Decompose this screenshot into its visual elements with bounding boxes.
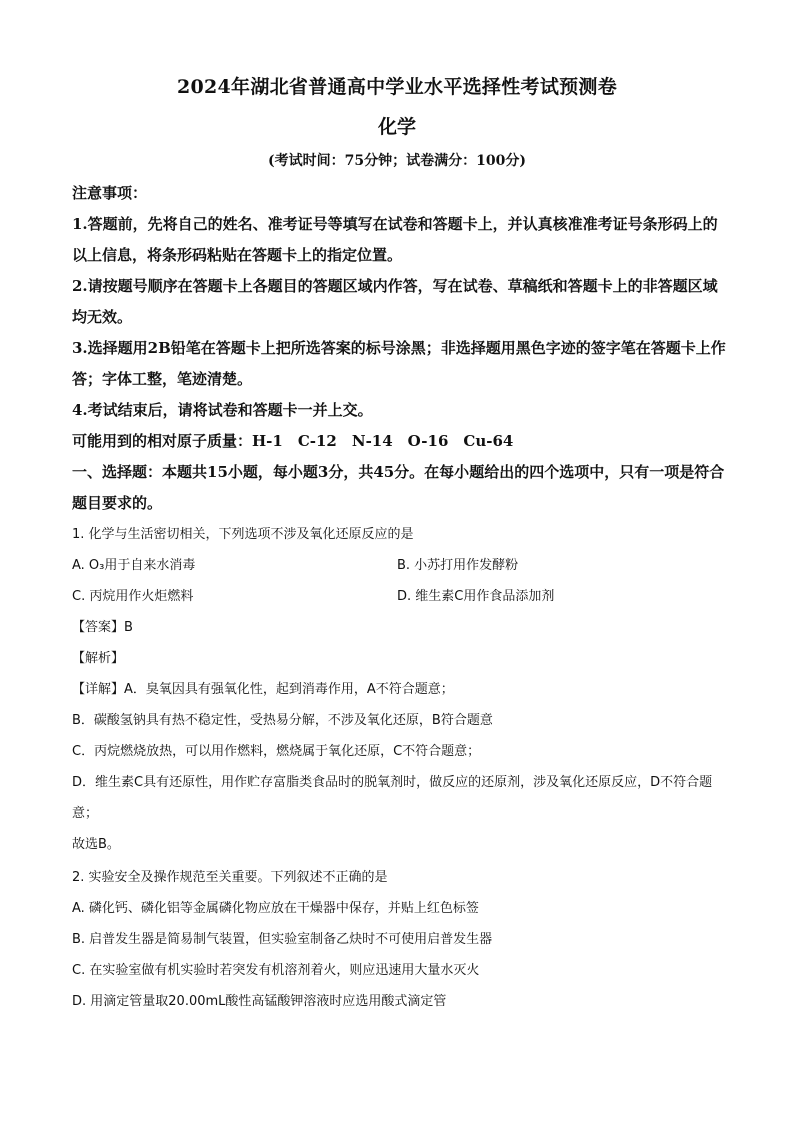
notice-item: 2.请按题号顺序在答题卡上各题目的答题区域内作答，写在试卷、草稿纸和答题卡上的非答题区域均无效。 xyxy=(72,277,718,326)
option-c: C. 丙烷用作火炬燃料 xyxy=(72,589,194,604)
subject-title: 化学 xyxy=(377,116,416,138)
section-heading: 一、选择题：本题共15小题，每小题3分，共45分。在每小题给出的四个选项中，只有一项是符合题目要求的。 xyxy=(72,463,725,512)
question-stem: 1. 化学与生活密切相关，下列选项不涉及氧化还原反应的是 xyxy=(72,527,414,542)
detail-line: 故选B。 xyxy=(72,837,120,852)
question-options xyxy=(72,893,732,1017)
notice-item: 3.选择题用2B铅笔在答题卡上把所选答案的标号涂黑；非选择题用黑色字迹的签字笔在答题卡上作答；字体工整，笔迹清楚。 xyxy=(72,339,726,388)
detail-line: C．丙烷燃烧放热，可以用作燃料，燃烧属于氧化还原，C不符合题意； xyxy=(72,744,481,759)
detail-line: D．维生素C具有还原性，用作贮存富脂类食品时的脱氧剂时，做反应的还原剂，涉及氧化还原反应，D不符合题意； xyxy=(72,775,713,821)
question-2 xyxy=(72,862,732,1017)
notice-block xyxy=(72,178,732,519)
notice-heading: 注意事项： xyxy=(72,184,148,202)
option-b: B. 启普发生器是简易制气装置，但实验室制备乙炔时不可使用启普发生器 xyxy=(72,932,493,947)
exam-meta: (考试时间：75分钟；试卷满分：100分) xyxy=(268,153,526,169)
answer-line: 【答案】B xyxy=(72,620,133,635)
question-stem: 2. 实验安全及操作规范至关重要。下列叙述不正确的是 xyxy=(72,870,388,885)
question-options xyxy=(72,550,732,612)
notice-item: 4.考试结束后，请将试卷和答题卡一并上交。 xyxy=(72,401,373,419)
option-a: A. O₃用于自来水消毒 xyxy=(72,558,196,573)
atomic-mass-line: 可能用到的相对原子质量：H-1 C-12 N-14 O-16 Cu-64 xyxy=(72,432,514,450)
option-c: C. 在实验室做有机实验时若突发有机溶剂着火，则应迅速用大量水灭火 xyxy=(72,963,480,978)
option-d: D. 维生素C用作食品添加剂 xyxy=(397,589,555,604)
question-1 xyxy=(72,519,732,860)
notice-item: 1.答题前，先将自己的姓名、准考证号等填写在试卷和答题卡上，并认真核准准考证号条形码上的以上信息，将条形码粘贴在答题卡上的指定位置。 xyxy=(72,215,718,264)
detail-line: B．碳酸氢钠具有热不稳定性，受热易分解，不涉及氧化还原，B符合题意 xyxy=(72,713,493,728)
option-a: A. 磷化钙、磷化铝等金属磷化物应放在干燥器中保存，并贴上红色标签 xyxy=(72,901,479,916)
exam-title: 2024年湖北省普通高中学业水平选择性考试预测卷 xyxy=(176,76,618,98)
option-d: D. 用滴定管量取20.00mL酸性高锰酸钾溶液时应选用酸式滴定管 xyxy=(72,994,447,1009)
detail-line: 【详解】A．臭氧因具有强氧化性，起到消毒作用，A不符合题意； xyxy=(72,682,454,697)
option-b: B. 小苏打用作发酵粉 xyxy=(397,558,519,573)
analysis-label: 【解析】 xyxy=(72,651,125,666)
